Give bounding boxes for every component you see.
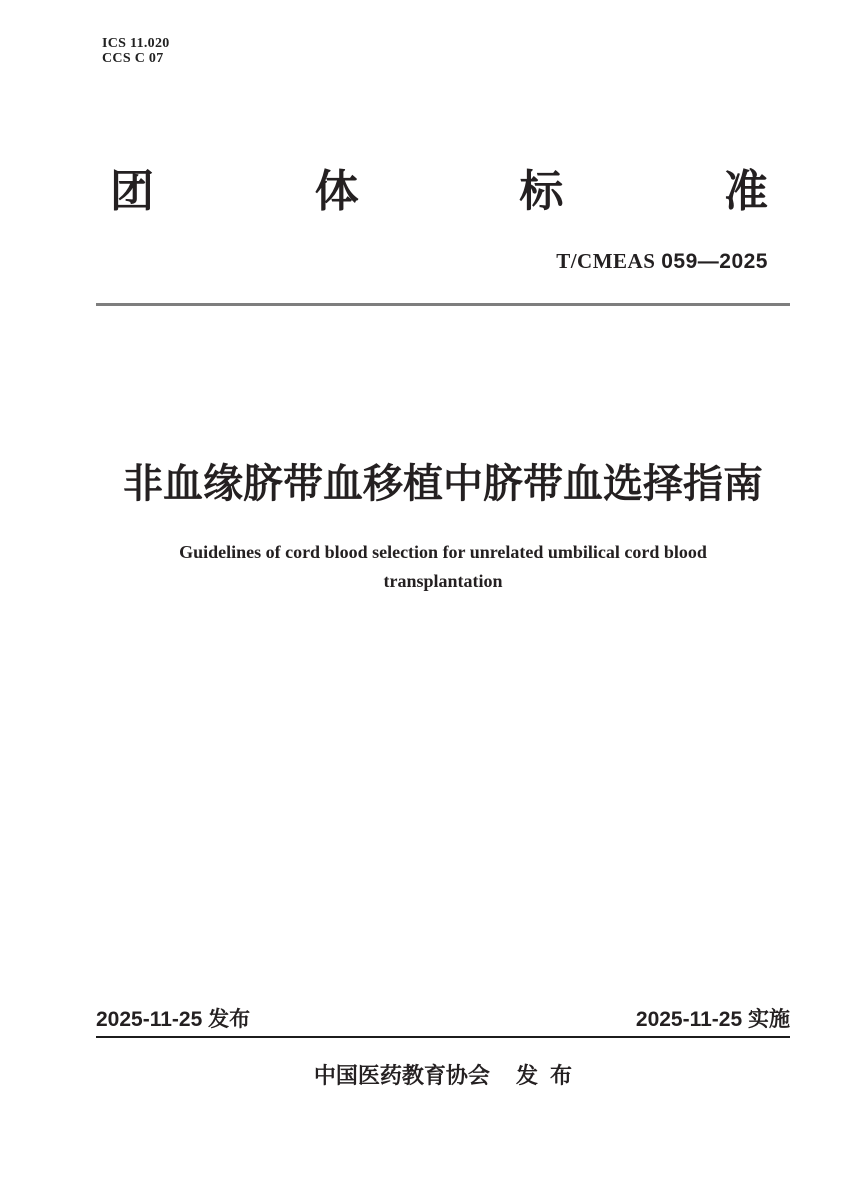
publisher-row: [96, 1062, 790, 1090]
doc-type-char-1: 团: [110, 167, 154, 216]
standard-number-prefix: T/CMEAS: [556, 249, 656, 273]
ccs-code: CCS C 07: [102, 51, 164, 66]
doc-type-char-3: 标: [519, 167, 564, 216]
title-english-line1: Guidelines of cord blood selection for unrelated umbilical cord blood: [179, 542, 707, 562]
standard-number-value: 059—2025: [661, 250, 768, 273]
ics-code: ICS 11.020: [102, 36, 170, 51]
title-english-line2: transplantation: [383, 571, 503, 591]
footer-rule: [96, 1036, 790, 1038]
implement-date: 2025-11-25 实施: [635, 1008, 790, 1031]
dates-row: [96, 1007, 790, 1033]
doc-type-char-4: 准: [723, 167, 768, 216]
publish-label: 发 布: [515, 1063, 573, 1088]
doc-type-char-2: 体: [314, 167, 359, 216]
publisher-name: 中国医药教育协会: [313, 1063, 490, 1088]
header-rule: [96, 303, 790, 306]
standard-number: [556, 249, 768, 274]
classification-codes: [102, 36, 170, 66]
doc-type-heading: [110, 168, 768, 216]
title-english: [96, 538, 790, 596]
title-chinese: 非血缘脐带血移植中脐带血选择指南: [123, 462, 763, 506]
issue-date: 2025-11-25 发布: [96, 1008, 251, 1031]
